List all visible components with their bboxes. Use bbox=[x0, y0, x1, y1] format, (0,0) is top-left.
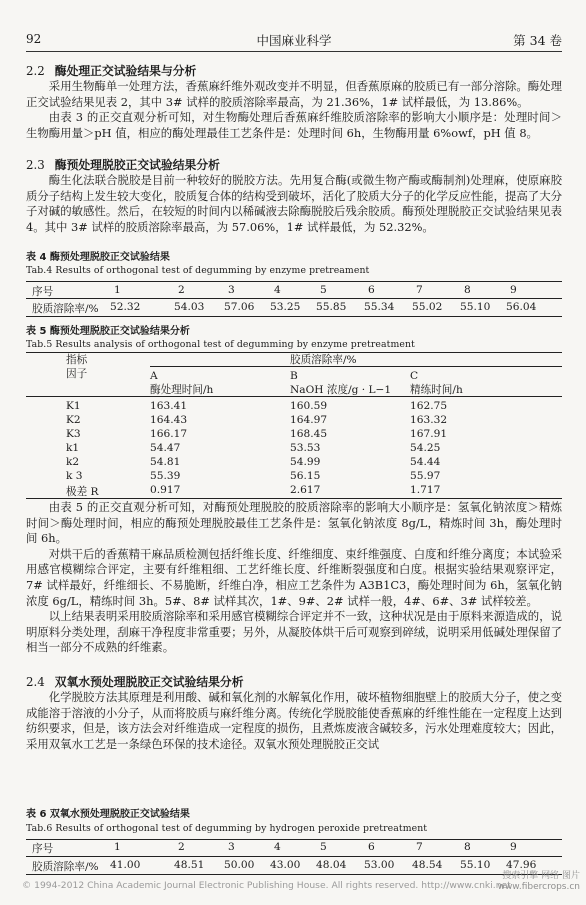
table-cell: 163.32 bbox=[410, 414, 448, 426]
table-cell: 56.04 bbox=[506, 301, 537, 313]
journal-title: 中国麻业科学 bbox=[256, 33, 332, 48]
paragraph: 酶生化法联合脱胶是目前一种较好的脱胶方法。先用复合酶(或微生物产酶或酶制剂)处理麻，使原麻胶质分子结构上发生较大变化，胶质复合体的结构受到破坏，活化了胶质大分子的化学反应性能，提高了大分子对碱的敏感性。然后，在较短的时间内以稀碱液去除酶脱胶后残余胶质。酶预处理脱胶正交试验结果见表 4。其中 3# 试样的胶质溶除率最高，为 57.06%，1# 试样最低，为 52.32%。 bbox=[26, 173, 562, 234]
table-6-caption-en: Tab.6 Results of orthogonal test of degumming by hydrogen peroxide pretreatment bbox=[26, 823, 428, 834]
t4-row-label: 胶质溶除率/% bbox=[32, 303, 99, 315]
table-cell: 48.04 bbox=[316, 859, 347, 871]
header-rule bbox=[26, 51, 562, 52]
table-cell: 2 bbox=[178, 284, 185, 296]
section-2-2-heading: 2.2 酶处理正交试验结果与分析 bbox=[26, 64, 197, 78]
table-cell: 7 bbox=[416, 841, 423, 853]
table-cell: 55.34 bbox=[364, 301, 395, 313]
volume-label: 第 34 卷 bbox=[513, 33, 562, 48]
watermark-line: 搜索引擎 网络 图片 bbox=[502, 871, 580, 881]
table-rule bbox=[26, 498, 562, 499]
table-5-rate-header: 胶质溶除率/% bbox=[290, 354, 357, 366]
table-cell: 55.97 bbox=[410, 470, 441, 482]
table-cell: 53.00 bbox=[364, 859, 395, 871]
table-cell: 48.51 bbox=[174, 859, 205, 871]
table-cell: 3 bbox=[228, 284, 235, 296]
running-header bbox=[26, 30, 562, 50]
table-5-column-name: 酶处理时间/h bbox=[150, 384, 214, 396]
table-5-index-header: 指标 bbox=[66, 354, 88, 366]
table-cell: 53.25 bbox=[270, 301, 301, 313]
table-cell: 54.47 bbox=[150, 442, 181, 454]
table-cell: 9 bbox=[510, 284, 517, 296]
paragraph: 化学脱胶方法其原理是利用酸、碱和氧化剂的水解氧化作用，破坏植物细胞壁上的胶质大分子，使之变成能溶于溶液的小分子，从而将胶质与麻纤维分离。传统化学脱胶能使香蕉麻的纤维性能在一定程度上达到纺织要求，但是，该方法会对纤维造成一定程度的损伤，且煮炼废液含碱较多，污水处理难度较大；因此，采用双氧水工艺是一条绿色环保的技术途径。双氧水预处理脱胶正交试 bbox=[26, 690, 562, 751]
table-cell: 52.32 bbox=[110, 301, 141, 313]
table-cell: 2 bbox=[178, 841, 185, 853]
table-5-row-label: k1 bbox=[66, 442, 80, 454]
table-6-value-row bbox=[26, 859, 562, 872]
table-rule bbox=[26, 298, 562, 299]
table-5-column-letter: C bbox=[410, 370, 419, 382]
section-2-3-body bbox=[26, 173, 562, 235]
table-cell: 3 bbox=[228, 841, 235, 853]
paragraph: 采用生物酶单一处理方法，香蕉麻纤维外观改变并不明显，但香蕉原麻的胶质已有一部分溶除。酶处理正交试验结果见表 2，其中 3# 试样的胶质溶除率最高，为 21.36%，1# 试样最低，为 13.86%。 bbox=[26, 79, 562, 109]
table-cell: 57.06 bbox=[224, 301, 255, 313]
table-cell: 55.39 bbox=[150, 470, 181, 482]
table-cell: 5 bbox=[320, 841, 327, 853]
t6-row-label: 序号 bbox=[32, 843, 54, 855]
table-rule bbox=[26, 839, 562, 840]
table-cell: 54.81 bbox=[150, 456, 181, 468]
table-cell: 56.15 bbox=[290, 470, 321, 482]
table-cell: 47.96 bbox=[506, 859, 537, 871]
table-cell: 53.53 bbox=[290, 442, 321, 454]
table-cell: 55.10 bbox=[460, 859, 491, 871]
t6-row-label: 胶质溶除率/% bbox=[32, 861, 99, 873]
site-watermark bbox=[498, 871, 580, 893]
table-cell: 55.85 bbox=[316, 301, 347, 313]
table-5-column-name: 精练时间/h bbox=[410, 384, 463, 396]
table-cell: 55.10 bbox=[460, 301, 491, 313]
table-5-column-name: NaOH 浓度/g · L−1 bbox=[290, 384, 392, 396]
watermark-url: www.fibercrops.cn bbox=[497, 882, 580, 892]
paragraph: 对烘干后的香蕉精干麻品质检测包括纤维长度、纤维细度、束纤维强度、白度和纤维分离度；本试验采用感官模糊综合评定，主要有纤维粗细、工艺纤维长度、纤维断裂强度和白度。根据实验结果观察评定，7# 试样最好，纤维细长、不易脆断，纤维白净，相应工艺条件为 A3B1C3，酶处理时间为 6h，氢氧化钠浓度 6g/L，精练时间 3h。5#、8# 试样其次，1#、9#、2# 试样一般，4#、6#、3# 试样较差。 bbox=[26, 546, 562, 608]
section-2-2-body bbox=[26, 79, 562, 141]
table-cell: 163.41 bbox=[150, 400, 188, 412]
section-2-4-heading: 2.4 双氧水预处理脱胶正交试验结果分析 bbox=[26, 675, 244, 689]
table-cell: 54.25 bbox=[410, 442, 441, 454]
table-rule bbox=[26, 316, 562, 317]
table-cell: 8 bbox=[464, 284, 471, 296]
table-5-column-letter: B bbox=[290, 370, 298, 382]
table-cell: 4 bbox=[274, 284, 281, 296]
table-rule bbox=[26, 396, 562, 397]
table-cell: 7 bbox=[416, 284, 423, 296]
table-5-row-label: K1 bbox=[66, 400, 81, 412]
table-5-caption: 表 5 酶预处理脱胶正交试验结果分析 bbox=[26, 326, 190, 337]
table-cell: 8 bbox=[464, 841, 471, 853]
table-cell: 9 bbox=[510, 841, 517, 853]
table-5-column-letter: A bbox=[150, 370, 158, 382]
table-cell: 54.44 bbox=[410, 456, 441, 468]
table-5-row-label: 极差 R bbox=[66, 486, 99, 498]
paragraph: 由表 5 的正交直观分析可知，对酶预处理脱胶的胶质溶除率的影响大小顺序是：氢氧化钠浓度＞精炼时间＞酶处理时间，相应的酶预处理脱胶最佳工艺条件是：氢氧化钠浓度 8g/L，精炼时间 3h，酶处理时间 6h。 bbox=[26, 500, 562, 546]
table-6-header-row bbox=[26, 841, 562, 854]
paragraph: 以上结果表明采用胶质溶除率和采用感官模糊综合评定并不一致，这种状况是由于原料来源造成的，说明原料分类处理，刮麻干净程度非常重要；另外，从凝胶体烘干后可观察到碎绒，说明采用低碱处理保留了相当一部分不成熟的纤维素。 bbox=[26, 609, 562, 655]
table-cell: 6 bbox=[368, 284, 375, 296]
table-rule bbox=[150, 366, 562, 367]
table-cell: 5 bbox=[320, 284, 327, 296]
table-cell: 54.99 bbox=[290, 456, 321, 468]
table-cell: 164.97 bbox=[290, 414, 328, 426]
table-cell: 166.17 bbox=[150, 428, 188, 440]
table-cell: 162.75 bbox=[410, 400, 448, 412]
table-4-header-row bbox=[26, 284, 562, 297]
table-cell: 1.717 bbox=[410, 484, 441, 496]
paragraph: 由表 3 的正交直观分析可知，对生物酶处理后香蕉麻纤维胶质溶除率的影响大小顺序是：处理时间＞生物酶用量＞pH 值，相应的酶处理最佳工艺条件是：处理时间 6h，生物酶用量 6%owf，pH 值 8。 bbox=[26, 110, 562, 140]
table-4-caption: 表 4 酶预处理脱胶正交试验结果 bbox=[26, 252, 170, 263]
t4-row-label: 序号 bbox=[32, 286, 54, 298]
table-cell: 1 bbox=[114, 284, 121, 296]
table-5-caption-en: Tab.5 Results analysis of orthogonal test of degumming by enzyme pretreatment bbox=[26, 339, 415, 350]
table-cell: 41.00 bbox=[110, 859, 141, 871]
table-rule bbox=[26, 874, 562, 875]
table-cell: 164.43 bbox=[150, 414, 188, 426]
table-cell: 168.45 bbox=[290, 428, 328, 440]
table-cell: 6 bbox=[368, 841, 375, 853]
table-5-row-label: k2 bbox=[66, 456, 80, 468]
table-cell: 43.00 bbox=[270, 859, 301, 871]
table-cell: 54.03 bbox=[174, 301, 205, 313]
table-cell: 167.91 bbox=[410, 428, 448, 440]
table-cell: 0.917 bbox=[150, 484, 181, 496]
table-4-value-row bbox=[26, 301, 562, 314]
table-5-row-label: K2 bbox=[66, 414, 81, 426]
section-2-4-body bbox=[26, 690, 562, 752]
table-cell: 160.59 bbox=[290, 400, 328, 412]
table-cell: 55.02 bbox=[412, 301, 443, 313]
section-2-3-heading: 2.3 酶预处理脱胶正交试验结果分析 bbox=[26, 158, 220, 172]
table-cell: 1 bbox=[114, 841, 121, 853]
table-cell: 4 bbox=[274, 841, 281, 853]
table-cell: 48.54 bbox=[412, 859, 443, 871]
table-rule bbox=[26, 856, 562, 857]
table-5-row-label: k 3 bbox=[66, 470, 83, 482]
copyright-footer: © 1994-2012 China Academic Journal Electronic Publishing House. All rights reserved. http://www.cnki.net bbox=[22, 880, 511, 891]
analysis-body bbox=[26, 500, 562, 656]
table-cell: 50.00 bbox=[224, 859, 255, 871]
table-5-row-label: K3 bbox=[66, 428, 81, 440]
page-number: 92 bbox=[26, 32, 42, 46]
table-4-caption-en: Tab.4 Results of orthogonal test of degumming by enzyme pretreament bbox=[26, 265, 370, 276]
table-5-factor-header: 因子 bbox=[66, 368, 88, 380]
table-cell: 2.617 bbox=[290, 484, 321, 496]
table-6-caption: 表 6 双氧水预处理脱胶正交试验结果 bbox=[26, 809, 190, 820]
table-rule bbox=[26, 281, 562, 282]
